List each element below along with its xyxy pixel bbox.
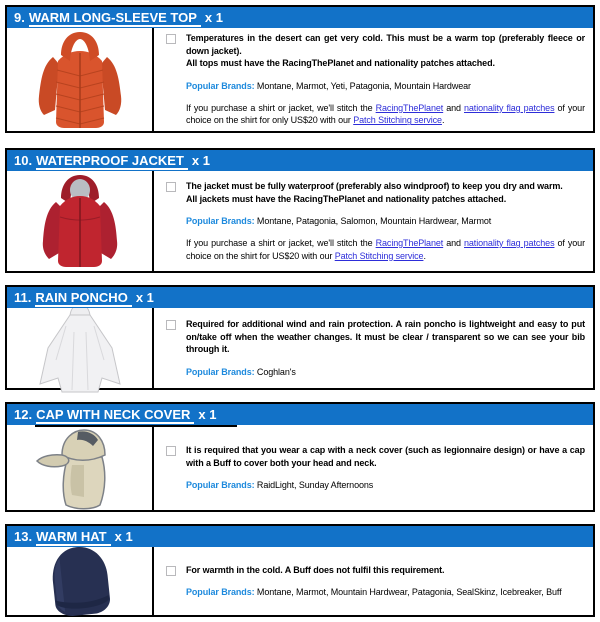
inline-link[interactable]: Patch Stitching service — [334, 250, 424, 261]
patch-stitching-note — [186, 237, 585, 262]
item-description: For warmth in the cold. A Buff does not fulfil this requirement. — [186, 564, 445, 575]
clear-rain-poncho-image — [32, 302, 128, 394]
item-description: The jacket must be fully waterproof (preferably also windproof) to keep you dry and warm. — [186, 181, 563, 191]
inline-link[interactable]: RacingThePlanet — [375, 238, 444, 248]
item-description: Temperatures in the desert can get very cold. This must be a warm top (preferably fleece or down jacket). — [186, 33, 585, 56]
item-description: All tops must have the RacingThePlanet and nationality patches attached. — [186, 58, 495, 69]
note-text: If you purchase a shirt or jacket, we'll stitch the — [186, 238, 376, 248]
section-title: CAP WITH NECK COVER — [36, 408, 194, 424]
item-image-cell — [7, 171, 154, 271]
popular-brands-list: RaidLight, Sunday Afternoons — [256, 480, 374, 490]
section-quantity: x 1 — [135, 290, 154, 305]
note-text: of your choice on the shirt for only US$20 with our — [186, 102, 585, 126]
note-text: and — [443, 238, 464, 248]
popular-brands-line — [186, 479, 585, 491]
red-waterproof-jacket-image — [36, 173, 124, 269]
popular-brands-line — [186, 586, 585, 598]
popular-brands-line — [186, 215, 585, 227]
note-text: If you purchase a shirt or jacket, we'll stitch the — [186, 102, 376, 113]
section-body — [7, 171, 593, 271]
inline-link[interactable]: nationality flag patches — [464, 102, 555, 113]
section-body — [7, 425, 593, 510]
popular-brands-list: Montane, Marmot, Yeti, Patagonia, Mountain Hardwear — [256, 80, 471, 91]
item-checkbox[interactable] — [166, 182, 176, 192]
section-body — [7, 308, 593, 388]
section-body — [7, 28, 593, 131]
section-title: WARM LONG-SLEEVE TOP — [29, 11, 201, 27]
section-cap-with-neck-cover — [5, 402, 595, 512]
section-header — [7, 150, 593, 171]
section-header — [7, 404, 593, 425]
navy-beanie-image — [42, 544, 118, 618]
section-header — [7, 287, 593, 308]
popular-brands-label: Popular Brands: — [186, 480, 255, 490]
section-quantity: x 1 — [191, 153, 210, 168]
note-text: and — [443, 102, 464, 113]
section-warm-hat — [5, 524, 595, 617]
item-image-cell — [7, 308, 154, 388]
item-image-cell — [7, 28, 154, 131]
patch-stitching-note — [186, 102, 585, 127]
popular-brands-line — [186, 366, 585, 378]
section-body — [7, 547, 593, 615]
note-text: of your choice on the shirt for US$20 with our — [186, 238, 585, 261]
item-detail-cell — [154, 547, 593, 615]
inline-link[interactable]: Patch Stitching service — [353, 115, 442, 126]
item-detail-cell — [154, 308, 593, 388]
popular-brands-line — [186, 80, 585, 92]
section-number: 10. — [14, 153, 33, 168]
popular-brands-list: Montane, Patagonia, Salomon, Mountain Hardwear, Marmot — [256, 216, 492, 226]
inline-link[interactable]: RacingThePlanet — [375, 102, 444, 113]
item-image-cell — [7, 547, 154, 615]
orange-down-jacket-image — [34, 30, 126, 130]
popular-brands-list: Coghlan's — [256, 366, 296, 377]
item-description: All jackets must have the RacingThePlanet and nationality patches attached. — [186, 193, 507, 204]
item-description: It is required that you wear a cap with a neck cover (such as legionnaire design) or have a cap with a Buff to cover both your head and neck. — [186, 445, 585, 468]
popular-brands-label: Popular Brands: — [186, 366, 255, 377]
note-text: . — [441, 115, 445, 126]
section-header — [7, 7, 593, 28]
section-number: 9. — [14, 10, 25, 25]
item-checkbox[interactable] — [166, 566, 176, 576]
item-detail-cell — [154, 171, 593, 271]
section-number: 13. — [14, 529, 33, 544]
item-detail-cell — [154, 425, 593, 510]
popular-brands-label: Popular Brands: — [186, 587, 255, 598]
section-warm-long-sleeve-top — [5, 5, 595, 133]
item-checkbox[interactable] — [166, 34, 176, 44]
section-quantity: x 1 — [198, 407, 217, 422]
section-number: 12. — [14, 407, 33, 422]
section-header — [7, 526, 593, 547]
note-text: . — [423, 250, 426, 261]
item-checkbox[interactable] — [166, 320, 176, 330]
section-quantity: x 1 — [204, 10, 223, 25]
popular-brands-label: Popular Brands: — [186, 80, 255, 91]
section-title: WATERPROOF JACKET — [36, 154, 188, 170]
item-description: Required for additional wind and rain protection. A rain poncho is lightweight and easy to put on/take off when the weather changes. It must be clear / transparent so we can see your bib through it. — [186, 319, 585, 355]
popular-brands-label: Popular Brands: — [186, 216, 255, 226]
section-number: 11. — [14, 290, 32, 305]
popular-brands-list: Montane, Marmot, Mountain Hardwear, Patagonia, SealSkinz, Icebreaker, Buff — [256, 587, 562, 598]
item-image-cell — [7, 425, 154, 510]
section-title: RAIN PONCHO — [35, 291, 131, 307]
section-waterproof-jacket — [5, 148, 595, 273]
section-quantity: x 1 — [114, 529, 133, 544]
header-underline-artifact — [35, 425, 237, 427]
item-checkbox[interactable] — [166, 446, 176, 456]
inline-link[interactable]: nationality flag patches — [464, 238, 555, 248]
cap-with-neck-cover-image — [34, 425, 126, 511]
section-rain-poncho — [5, 285, 595, 390]
item-detail-cell — [154, 28, 593, 131]
section-title: WARM HAT — [36, 530, 111, 546]
